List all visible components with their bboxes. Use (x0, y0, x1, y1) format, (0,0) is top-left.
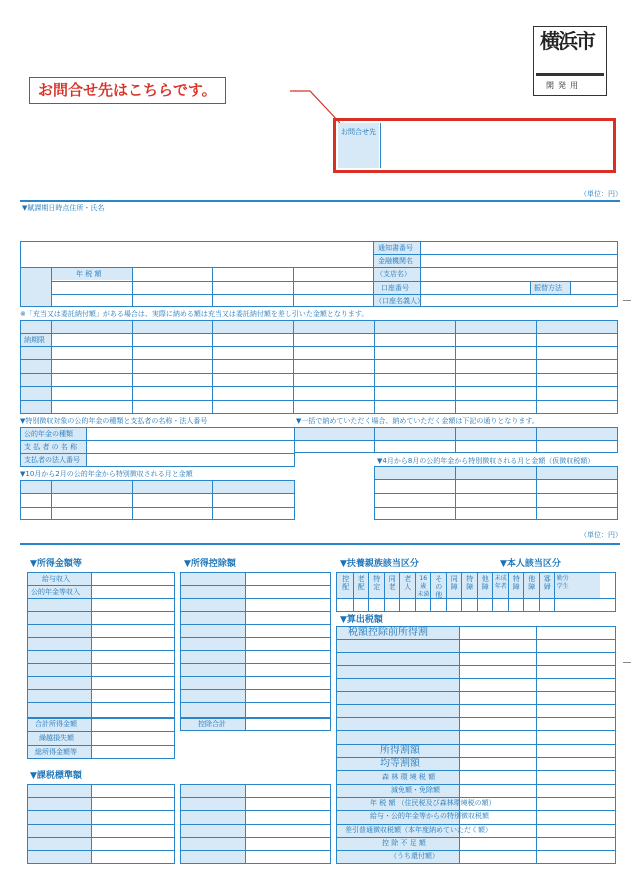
self-category-title: ▼本人該当区分 (500, 559, 561, 569)
taxable-title: ▼課税標準額 (30, 771, 82, 781)
due-date-label: 納期限 (24, 336, 45, 344)
category-col-other: そ の 他 (435, 575, 443, 599)
unit-label-top: （単位：円） (580, 190, 622, 198)
annual-tax-label: 年 税 額 （住民税及び森林環境税の額） (370, 799, 496, 807)
income-title: ▼所得金額等 (30, 559, 82, 569)
tax-amount-label: 年 税 額 (76, 270, 102, 278)
deduction-title: ▼所得控除額 (184, 559, 236, 569)
deduction-total-label: 控除合計 (198, 720, 226, 728)
branch-name-label: （支店名） (376, 270, 411, 278)
category-col-under16: 16歳 未満 (417, 575, 430, 598)
pre-income-levy-label: 税額控除前所得割 (348, 627, 428, 638)
dependents-title: ▼扶養親族該当区分 (340, 559, 419, 569)
pension-income-label: 公的年金等収入 (31, 588, 80, 596)
category-col-working-student: 勤労 学生 (556, 575, 569, 590)
account-no-label: 口座番号 (381, 284, 409, 292)
address-label: ▼賦課期日時点住所・氏名 (22, 204, 105, 212)
pension-type-row: 公的年金の種類 (24, 430, 73, 438)
reduction-label: 減免額・免除額 (391, 786, 440, 794)
pension-type-label: ▼特別徴収対象の公的年金の種類と支払者の名称・法人番号 (20, 417, 208, 425)
equal-levy-label: 均等割額 (380, 758, 420, 769)
forest-tax-label: 森 林 環 境 税 額 (382, 773, 436, 781)
transfer-method-label: 振替方法 (534, 284, 562, 292)
category-col-spouse-deduction: 控 配 (342, 575, 350, 591)
refund-label: （うち還付額） (390, 852, 439, 860)
special-collection-label: 給与・公的年金等からの特別徴収税額 (370, 812, 489, 820)
category-col-special-disabled: 特 障 (466, 575, 474, 591)
category-col-minor: 未成 年者 (494, 575, 507, 590)
calc-title: ▼算出税額 (340, 615, 383, 625)
category-col-elderly: 老 人 (404, 575, 412, 591)
seal-dev-label: 開発用 (546, 81, 582, 90)
bank-name-label: 金融機関名 (378, 257, 413, 265)
category-col-elderly-spouse: 老 配 (357, 575, 365, 591)
category-col-self-other-disabled: 他 障 (528, 575, 536, 591)
category-col-specified: 特 定 (373, 575, 381, 591)
seal-city-name: 横浜市 (540, 29, 594, 53)
income-levy-label: 所得割額 (380, 745, 420, 756)
total-income-label: 合計所得金額 (35, 720, 77, 728)
category-col-other-disabled: 他 障 (481, 575, 489, 591)
payer-name-row: 支 払 者 の 名 称 (24, 443, 78, 451)
account-holder-label: （口座名義人） (375, 297, 424, 305)
category-col-cohabiting-elderly: 同 老 (388, 575, 396, 591)
category-col-cohabiting-disabled: 同 障 (450, 575, 458, 591)
salary-income-label: 給与収入 (42, 575, 70, 583)
apr-aug-label: ▼4月から8月の公的年金から特別徴収される月と金額（仮徴収税額） (377, 457, 595, 465)
oct-feb-label: ▼10月から2月の公的年金から特別徴収される月と金額 (20, 470, 193, 478)
city-seal (533, 26, 607, 96)
contact-label: お問合せ先 (341, 128, 376, 136)
ordinary-collection-label: 差引普通徴収税額（本年度納めていただく額） (345, 826, 492, 834)
lump-sum-label: ▼一括で納めていただく場合、納めていただく金額は下記の通りとなります。 (296, 417, 539, 425)
top-note: ※「充当又は委託納付額」がある場合は、実際に納める額は充当又は委託納付額を差し引いた金額となります。 (20, 310, 369, 318)
contact-callout: お問合せ先はこちらです。 (30, 78, 225, 103)
carryover-loss-label: 繰越損失額 (39, 734, 74, 742)
unit-label-bottom: （単位：円） (580, 531, 622, 539)
payer-corp-no-row: 支払者の法人番号 (24, 456, 80, 464)
category-col-widow: 寡 婦 (543, 575, 551, 591)
notice-no-label: 通知書番号 (378, 244, 413, 252)
shortage-label: 控 除 不 足 額 (382, 839, 426, 847)
category-col-self-special-disabled: 特 障 (512, 575, 520, 591)
contact-box (333, 118, 616, 173)
gross-income-label: 総所得金額等 (35, 748, 77, 756)
